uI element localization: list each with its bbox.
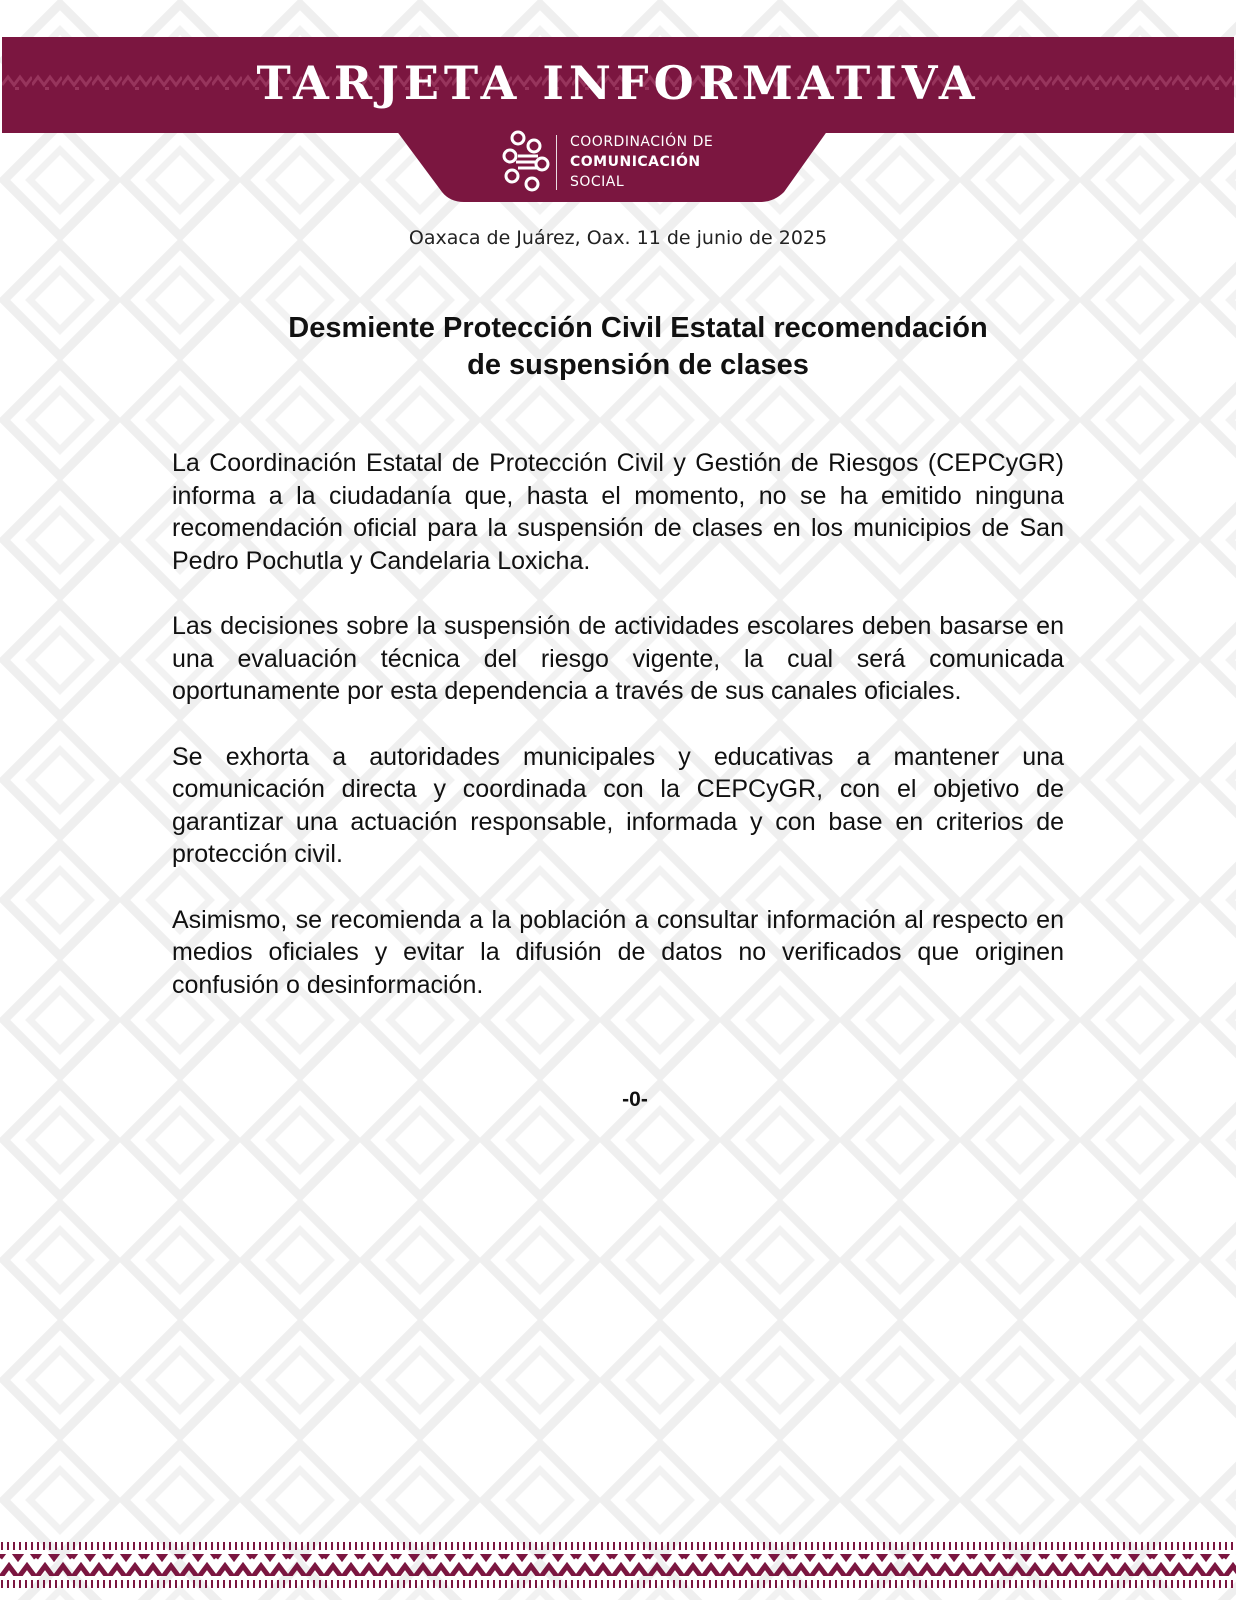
headline-line-1: Desmiente Protección Civil Estatal recomendación — [288, 312, 988, 344]
logo-line-3: SOCIAL — [570, 174, 625, 190]
dateline: Oaxaca de Juárez, Oax. 11 de junio de 2025 — [408, 227, 828, 249]
body-text — [172, 447, 1064, 1034]
body-paragraph: Se exhorta a autoridades municipales y educativas a mantener una comunicación directa y coordinada con la CEPCyGR, con el objetivo de garantizar una actuación responsable, informada y con base en criterios de protección civil. — [172, 742, 1064, 868]
body-paragraph: Asimismo, se recomienda a la población a consultar información al respecto en medios oficiales y evitar la difusión de datos no verificados que originen confusión o desinformación. — [172, 905, 1064, 999]
logo-line-1: COORDINACIÓN DE — [570, 134, 714, 150]
logo-divider — [556, 135, 557, 190]
body-paragraph: La Coordinación Estatal de Protección Civil y Gestión de Riesgos (CEPCyGR) informa a la ciudadanía que, hasta el momento, no se ha emitido ninguna recomendación oficial para la suspensión de clases en los municipios de San Pedro Pochutla y Candelaria Loxicha. — [172, 449, 1064, 575]
footer-fret-pattern — [0, 1542, 1236, 1600]
headline-line-2: de suspensión de clases — [467, 349, 809, 381]
knot-emblem-icon — [498, 126, 554, 196]
headline — [238, 310, 1038, 384]
logo-line-2: COMUNICACIÓN — [570, 154, 701, 170]
issuer-logo-text — [570, 132, 713, 192]
closing-mark: -0- — [622, 1088, 648, 1111]
body-paragraph: Las decisiones sobre la suspensión de actividades escolares deben basarse en una evaluación técnica del riesgo vigente, la cual será comunicada oportunamente por esta dependencia a través de sus canales oficiales. — [172, 612, 1064, 705]
document-type-title: TARJETA INFORMATIVA — [256, 56, 980, 110]
